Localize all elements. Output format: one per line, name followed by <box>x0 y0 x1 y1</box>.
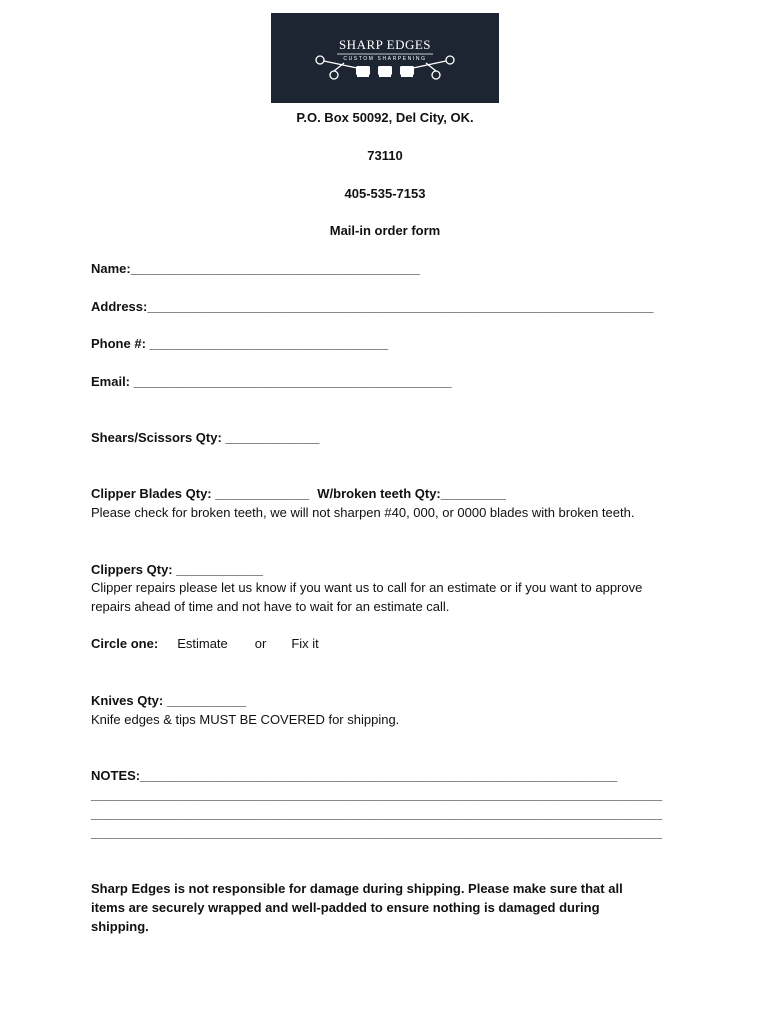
notes-line-2[interactable]: _______________________________________________________________________________ <box>91 806 663 821</box>
shears-qty-field[interactable]: Shears/Scissors Qty: _____________ <box>91 430 320 445</box>
broken-teeth-qty-field[interactable]: W/broken teeth Qty:_________ <box>317 486 506 501</box>
option-fix-it[interactable]: Fix it <box>291 636 319 651</box>
clippers-qty-field[interactable]: Clippers Qty: ____________ <box>91 562 263 577</box>
logo-title: SHARP EDGES <box>338 37 432 52</box>
header-address: P.O. Box 50092, Del City, OK. <box>296 110 474 125</box>
clippers-note-line1: Clipper repairs please let us know if you want us to call for an estimate or if you want to approve <box>91 580 643 595</box>
circle-one-row <box>91 636 319 651</box>
form-title: Mail-in order form <box>329 223 441 238</box>
option-estimate[interactable]: Estimate <box>177 636 228 651</box>
disclaimer-line3: shipping. <box>91 919 149 934</box>
phone-field[interactable]: Phone #: _________________________________ <box>91 336 389 351</box>
notes-field[interactable]: NOTES:__________________________________________________________________ <box>91 768 618 783</box>
knives-qty-field[interactable]: Knives Qty: ___________ <box>91 693 247 708</box>
address-field[interactable]: Address:______________________________________________________________________ <box>91 299 654 314</box>
company-logo <box>271 13 499 103</box>
blades-qty-field[interactable]: Clipper Blades Qty: _____________ <box>91 486 310 501</box>
option-or: or <box>254 636 267 651</box>
clippers-note-line2: repairs ahead of time and not have to wait for an estimate call. <box>91 599 450 614</box>
blades-note: Please check for broken teeth, we will not sharpen #40, 000, or 0000 blades with broken teeth. <box>91 505 635 520</box>
clipper-blades-icon <box>356 66 414 77</box>
header-phone: 405-535-7153 <box>344 186 426 201</box>
notes-line-1[interactable]: _______________________________________________________________________________ <box>91 787 663 802</box>
name-field[interactable]: Name:________________________________________ <box>91 261 420 276</box>
knives-note: Knife edges & tips MUST BE COVERED for shipping. <box>91 712 400 727</box>
email-field[interactable]: Email: ____________________________________________ <box>91 374 452 389</box>
header-zip: 73110 <box>367 148 403 163</box>
blades-row <box>91 486 506 501</box>
notes-line-3[interactable]: _______________________________________________________________________________ <box>91 825 663 840</box>
logo-subtitle: CUSTOM SHARPENING <box>343 56 427 62</box>
circle-one-label: Circle one: <box>91 636 159 651</box>
disclaimer-line1: Sharp Edges is not responsible for damage during shipping. Please make sure that all <box>91 881 623 896</box>
disclaimer-line2: items are securely wrapped and well-padded to ensure nothing is damaged during <box>91 900 600 915</box>
